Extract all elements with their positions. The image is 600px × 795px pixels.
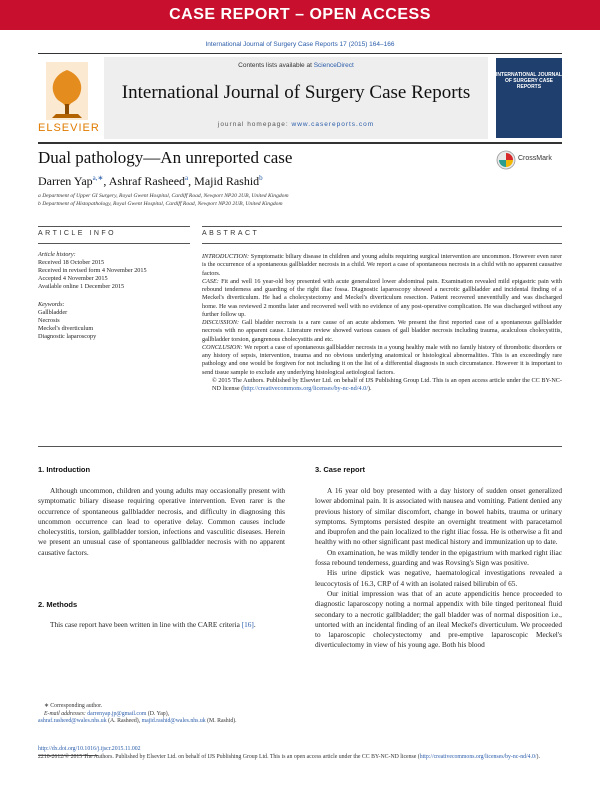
journal-citation[interactable]: International Journal of Surgery Case Reports 17 (2015) 164–166	[205, 41, 395, 48]
doi-link[interactable]: http://dx.doi.org/10.1016/j.ijscr.2015.11.002	[38, 746, 141, 752]
section-heading-introduction: 1. Introduction	[38, 465, 91, 474]
author-affiliation-mark[interactable]: b	[259, 174, 263, 182]
article-info-heading: ARTICLE INFO	[38, 230, 117, 237]
keywords-block	[38, 301, 190, 341]
history-item: Received 18 October 2015	[38, 259, 105, 267]
methods-body	[38, 620, 285, 630]
methods-text: This case report have been written in line with the CARE criteria	[50, 620, 240, 629]
paragraph: His urine dipstick was negative, haematological investigations revealed a leucocytosis of 16.3, CRP of 4 with an isolated raised bilirubin of 65.	[315, 568, 562, 588]
affiliation-b: b Department of Histopathology, Royal Gwent Hospital, Cardiff Road, Newport NP20 2UB, United Kingdom	[38, 201, 283, 207]
section-heading-methods: 2. Methods	[38, 600, 78, 609]
case-report-body	[315, 486, 562, 651]
license-end: ).	[536, 753, 540, 760]
reference-link[interactable]: [16]	[241, 620, 254, 629]
homepage-link[interactable]: www.casereports.com	[291, 121, 375, 128]
abstract-conclusion	[202, 344, 562, 377]
crossmark-icon	[496, 150, 516, 170]
bottom-license-line	[38, 754, 562, 762]
abstract-case	[202, 278, 562, 319]
author-affiliation-mark[interactable]: a	[185, 174, 189, 182]
email-link[interactable]: majid.rashid@wales.nhs.uk	[141, 718, 206, 725]
introduction-body	[38, 486, 285, 558]
contents-available-line	[104, 62, 488, 69]
email-line	[38, 718, 285, 726]
author-affiliation-mark[interactable]: a,∗	[92, 174, 104, 182]
crossmark-label: CrossMark	[518, 155, 552, 162]
history-item: Received in revised form 4 November 2015	[38, 267, 147, 275]
article-history	[38, 251, 190, 291]
homepage-label: journal homepage:	[217, 121, 289, 128]
footnote	[38, 703, 285, 726]
paragraph: A 16 year old boy presented with a day history of sudden onset generalized lower abdominal pain. It is associated with nausea and vomiting. Patient denied any previous history of similar discomfort, change in bowel habits, trauma or urinary symptoms. Symptoms persisted despite an overnight treatment with paracetamol and ibuprofen and the pain localized to the right iliac fossa. He is otherwise a fit and healthy with no other significant past medical history and immunization up to date.	[315, 486, 562, 547]
keyword: Necrosis	[38, 317, 60, 325]
copyright-end: ).	[367, 385, 372, 392]
email-owner: (M. Rashid).	[207, 718, 237, 725]
author-name: Majid Rashid	[194, 174, 260, 188]
keywords-label: Keywords:	[38, 301, 65, 308]
abstract-heading: ABSTRACT	[202, 230, 260, 237]
keyword: Gallbladder	[38, 309, 68, 317]
journal-cover-thumbnail: INTERNATIONAL JOURNAL OF SURGERY CASE REPORTS	[496, 58, 562, 138]
history-label: Article history:	[38, 251, 76, 258]
sciencedirect-link[interactable]: ScienceDirect	[313, 62, 354, 69]
license-link[interactable]: http://creativecommons.org/licenses/by-nc-nd/4.0/	[243, 385, 368, 392]
abstract-introduction	[202, 253, 562, 278]
journal-homepage-line	[104, 121, 488, 128]
abstract-end-rule	[38, 446, 562, 447]
paragraph: On examination, he was mildly tender in the epigastrium with marked right iliac fossa rebound tenderness, guarding and was Rovsing's Sign was positive.	[315, 547, 562, 568]
keyword: Diagnostic laparoscopy	[38, 333, 97, 341]
history-item: Available online 1 December 2015	[38, 283, 125, 291]
affiliation-a: a Department of Upper GI Surgery, Royal Gwent Hospital, Cardiff Road, Newport NP20 2UB, United Kingdom	[38, 193, 289, 199]
section-heading-case-report: 3. Case report	[315, 465, 366, 474]
abstract-discussion	[202, 319, 562, 344]
article-info-top-rule	[38, 226, 190, 227]
email-link[interactable]: darrenyap.jp@gmail.com	[87, 710, 147, 717]
header-top-rule	[38, 53, 562, 54]
copyright-text: © 2015 The Authors. Published by Elsevier Ltd. on behalf of IJS Publishing Group Ltd. This is an open access article under the CC BY-NC-ND license (	[212, 376, 562, 392]
abstract-label: CONCLUSION:	[202, 343, 243, 351]
abstract-body	[202, 253, 562, 393]
license-link[interactable]: http://creativecommons.org/licenses/by-nc-nd/4.0/	[419, 753, 537, 760]
email-owner: (A. Rasheed),	[108, 718, 141, 725]
abstract-label: DISCUSSION:	[202, 319, 240, 326]
corresponding-author: ∗ Corresponding author.	[44, 703, 103, 709]
article-info-bottom-rule	[38, 243, 190, 244]
history-item: Accepted 4 November 2015	[38, 275, 108, 283]
abstract-label: INTRODUCTION:	[202, 253, 250, 260]
author-list: Darren Yap$^{a,∗}$, Ashraf Rasheed$^a$, Majid Rashid$^b$	[38, 174, 263, 188]
paragraph: Although uncommon, children and young adults may occasionally present with symptomatic biliary disease requiring operative intervention. Even rarer is the occurrence of spontaneous gallbladder necrosis, and difficulty in diagnosing this uncommon occurrence can lead to operative delay. Common causes include cholecystitis, torsion, gallbladder torsion, infections and vasculitic diseases. Herein we present an unusual case of spontaneous gallbladder necrosis with no apparent causative factors.	[38, 486, 285, 557]
paragraph: Our initial impression was that of an acute appendicitis hence proceeded to diagnostic laparoscopy noting a normal appendix with bile tinged peritoneal fluid secondary to a necrotic gallbladder; the gall bladder was of normal disposition i.e., untorted with an incidental finding of an ileal Meckel's diverticulum. We proceeded to laparoscopic cholecystectomy and pre-emptive laparoscopic Meckel's diverticulectomy in view of his young age. Both his blood	[315, 588, 562, 650]
abstract-text: Gall bladder necrosis is a rare cause of an acute abdomen. We present the first reported case of a spontaneous gallbladder necrosis with no apparent cause. Literature review showed various causes of gall bladder necrosis including trauma, acalculous cholecystitis, gallbladder torsion, gangrenous cholecystitis and etc.	[202, 319, 563, 343]
abstract-copyright	[202, 377, 562, 394]
abstract-top-rule	[202, 226, 562, 227]
paragraph: This case report have been written in line with the CARE criteria [16].	[50, 620, 256, 629]
email-owner: (D. Yap),	[147, 710, 170, 717]
article-type-banner: CASE REPORT – OPEN ACCESS	[0, 0, 600, 30]
abstract-text: Fit and well 16 year-old boy presented with acute generalized lower abdominal pain. Examination revealed mild epigastric pain with rebound tenderness and guarding of the right iliac fossa. Diagnostic laparoscopy showed a necrotic gallbladder and incidental finding of a Meckel's diverticulum. He had a cholecystectomy and Meckel's diverticulum resection. Patient recovered uneventfully and was discharged home. He was reviewed 2 months later and recovered well with no evidence of any post-operative complication. He was discharged without any further follow up.	[202, 277, 562, 318]
header-bottom-rule	[38, 142, 562, 144]
abstract-text: We report a case of spontaneous gallbladder necrosis in a young healthy male with no family history of thrombotic disorders or any history of sepsis, intervention, trauma and no obvious underlying anatomical or histological abnormalities. This is an exceedingly rare pathology and one would be forgiven for not including it on the list of a differential diagnosis in such circumstance. However it is important to send tissue sample to exclude any underlying histological aetiological factors.	[202, 343, 562, 376]
doi-block	[38, 746, 562, 761]
license-text: 2210-2612/© 2015 The Authors. Published by Elsevier Ltd. on behalf of IJS Publishing Group Ltd. This is an open access article under the CC BY-NC-ND license (	[38, 753, 420, 760]
abstract-label: CASE:	[202, 277, 219, 285]
contents-prefix: Contents lists available at	[238, 62, 312, 69]
article-title: Dual pathology—An unreported case	[38, 148, 293, 167]
author-name: Ashraf Rasheed	[108, 174, 186, 188]
email-label: E-mail addresses:	[44, 710, 86, 717]
publisher-name: ELSEVIER	[38, 122, 100, 134]
journal-title: International Journal of Surgery Case Reports	[121, 82, 471, 103]
author-name: Darren Yap	[38, 174, 93, 188]
crossmark-badge[interactable]	[496, 150, 566, 170]
keyword: Meckel's diverticulum	[38, 325, 94, 333]
abstract-text: Symptomatic biliary disease in children and young adults requiring surgical intervention are uncommon. However even rarer is the occurrence of a spontaneous gallbladder necrosis in a child. We report a case of spontaneous necrosis in a child with no apparent causative factors.	[202, 253, 563, 277]
email-link[interactable]: ashraf.rasheed@wales.nhs.uk	[38, 718, 107, 725]
abstract-bottom-rule	[202, 243, 562, 244]
